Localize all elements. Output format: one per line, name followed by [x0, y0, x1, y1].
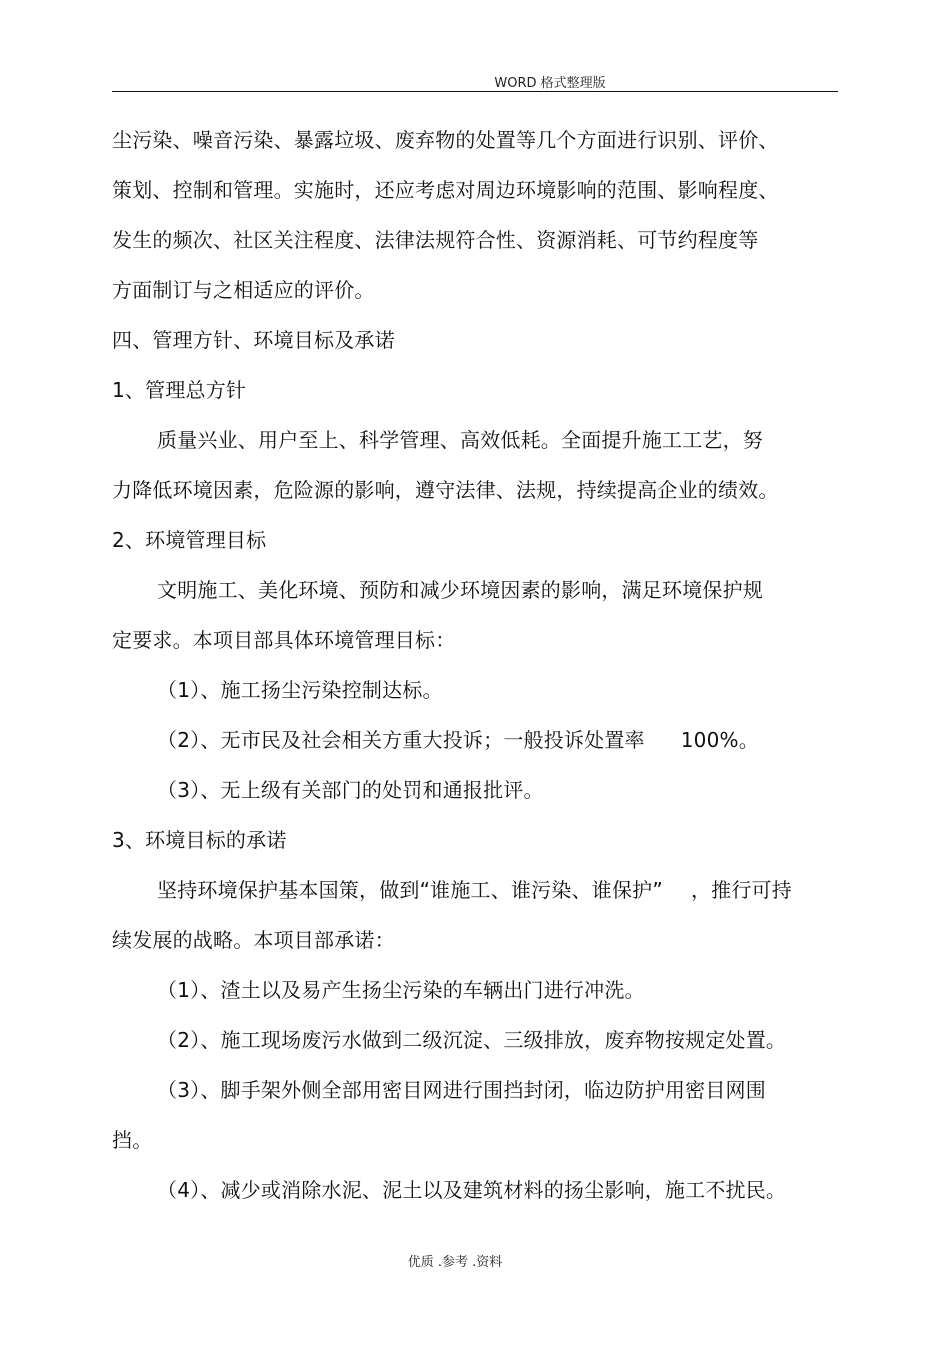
- list-item: [157, 727, 759, 753]
- paragraph-line: 方面制订与之相适应的评价。: [112, 278, 375, 302]
- header-divider: [112, 91, 838, 92]
- list-item: （3）、无上级有关部门的处罚和通报批评。: [157, 778, 544, 802]
- paragraph-line: 文明施工、美化环境、预防和减少环境因素的影响，满足环境保护规: [157, 578, 763, 602]
- page-footer: 优质 .参考 .资料: [407, 1255, 503, 1270]
- paragraph-line: 质量兴业、用户至上、科学管理、高效低耗。全面提升施工工艺，努: [157, 428, 763, 452]
- list-item-value: 100%。: [680, 728, 759, 752]
- paragraph-line: 发生的频次、社区关注程度、法律法规符合性、资源消耗、可节约程度等: [112, 228, 759, 252]
- section-heading-4: 四、管理方针、环境目标及承诺: [112, 328, 395, 352]
- paragraph-line: [157, 877, 792, 903]
- page-header-title: WORD 格式整理版: [494, 76, 606, 91]
- paragraph-line: 定要求。本项目部具体环境管理目标：: [112, 628, 456, 652]
- paragraph-text: 坚持环境保护基本国策，做到“谁施工、谁污染、谁保护”: [157, 878, 663, 902]
- subsection-heading-2: 2、环境管理目标: [112, 528, 267, 552]
- list-item: （1）、渣土以及易产生扬尘污染的车辆出门进行冲洗。: [157, 978, 645, 1002]
- list-item: （2）、施工现场废污水做到二级沉淀、三级排放，废弃物按规定处置。: [157, 1028, 787, 1052]
- list-item: （4）、减少或消除水泥、泥土以及建筑材料的扬尘影响，施工不扰民。: [157, 1178, 787, 1202]
- paragraph-line: 尘污染、噪音污染、暴露垃圾、废弃物的处置等几个方面进行识别、评价、: [112, 128, 779, 152]
- paragraph-line: 策划、控制和管理。实施时，还应考虑对周边环境影响的范围、影响程度、: [112, 178, 779, 202]
- paragraph-text: ，推行可持: [690, 878, 792, 902]
- paragraph-line: 力降低环境因素，危险源的影响，遵守法律、法规，持续提高企业的绩效。: [112, 478, 779, 502]
- paragraph-line: 续发展的战略。本项目部承诺：: [112, 928, 395, 952]
- subsection-heading-3: 3、环境目标的承诺: [112, 828, 287, 852]
- subsection-heading-1: 1、管理总方针: [112, 378, 247, 402]
- list-item-continuation: 挡。: [112, 1128, 153, 1152]
- list-item-text: （2）、无市民及社会相关方重大投诉；一般投诉处置率: [157, 728, 645, 752]
- list-item: （1）、施工扬尘污染控制达标。: [157, 678, 443, 702]
- list-item: （3）、脚手架外侧全部用密目网进行围挡封闭，临边防护用密目网围: [157, 1078, 766, 1102]
